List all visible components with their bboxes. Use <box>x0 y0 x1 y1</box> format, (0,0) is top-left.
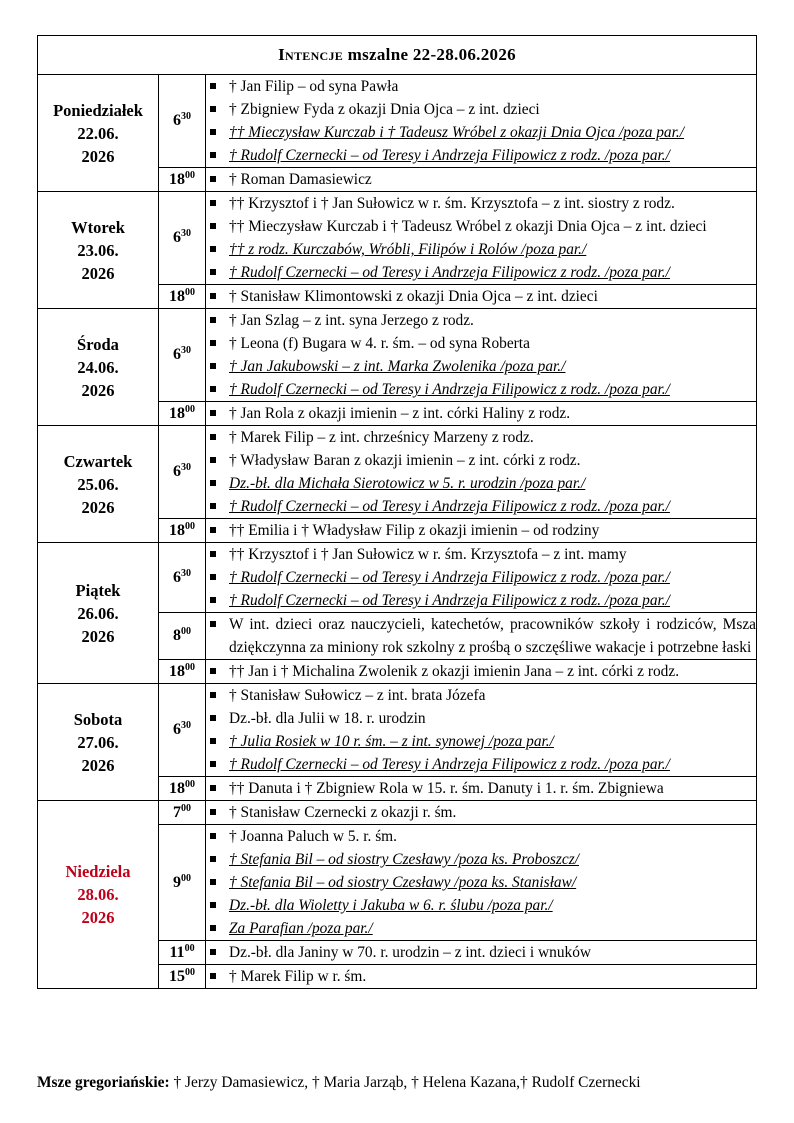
intention-item: †† Krzysztof i † Jan Sułowicz w r. śm. Krzysztofa – z int. siostry z rodz. <box>206 192 756 215</box>
intention-item: † Jan Filip – od syna Pawła <box>206 75 756 98</box>
intentions-cell <box>206 660 757 684</box>
mass-minutes: 00 <box>185 778 195 790</box>
gregorian-list: † Jerzy Damasiewicz, † Maria Jarząb, † Helena Kazana,† Rudolf Czernecki <box>169 1074 641 1091</box>
intention-item: W int. dzieci oraz nauczycieli, katechetów, pracowników szkoły i rodziców, Msza dziękczynna za miniony rok szkolny z prośbą o szczęśliwe wakacje i potrzebne łaski <box>206 613 756 659</box>
gregorian-label: Msze gregoriańskie: <box>37 1074 170 1091</box>
intentions-list <box>206 192 756 284</box>
day-name: Czwartek <box>63 451 133 471</box>
intention-item: † Jan Jakubowski – z int. Marka Zwolenika /poza par./ <box>206 355 756 378</box>
intentions-cell <box>206 192 757 285</box>
intention-item: †† z rodz. Kurczabów, Wróbli, Filipów i Rolów /poza par./ <box>206 238 756 261</box>
mass-minutes: 00 <box>185 286 195 298</box>
mass-time <box>159 519 206 543</box>
intention-item: Dz.-bł. dla Michała Sierotowicz w 5. r. urodzin /poza par./ <box>206 472 756 495</box>
intentions-list <box>206 825 756 940</box>
intentions-cell <box>206 965 757 989</box>
day-year: 2026 <box>81 626 115 646</box>
mass-time <box>159 285 206 309</box>
day-date: 22.06. <box>77 123 119 143</box>
mass-minutes: 00 <box>185 520 195 532</box>
day-year: 2026 <box>81 497 115 517</box>
intention-item: † Stefania Bil – od siostry Czesławy /poza ks. Proboszcz/ <box>206 848 756 871</box>
intention-item: †† Krzysztof i † Jan Sułowicz w r. śm. Krzysztofa – z int. mamy <box>206 543 756 566</box>
mass-minutes: 30 <box>181 567 191 579</box>
day-year: 2026 <box>81 908 115 927</box>
day-year: 2026 <box>81 263 115 283</box>
mass-hour: 18 <box>169 287 185 305</box>
intentions-cell <box>206 801 757 825</box>
day-cell <box>38 543 159 684</box>
intention-item: † Rudolf Czernecki – od Teresy i Andrzeja Filipowicz z rodz. /poza par./ <box>206 261 756 284</box>
mass-hour: 11 <box>169 943 185 961</box>
day-date: 27.06. <box>77 732 119 752</box>
mass-hour: 6 <box>173 721 181 738</box>
page-title <box>38 36 757 75</box>
intentions-list <box>206 309 756 401</box>
mass-minutes: 30 <box>181 228 191 239</box>
intentions-list <box>206 285 756 308</box>
intentions-cell <box>206 285 757 309</box>
mass-time <box>159 825 206 941</box>
mass-minutes: 00 <box>184 942 195 954</box>
mass-time <box>159 777 206 801</box>
day-name: Niedziela <box>65 862 131 881</box>
mass-time <box>159 941 206 965</box>
intention-item: † Roman Damasiewicz <box>206 168 756 191</box>
intention-item: † Rudolf Czernecki – od Teresy i Andrzeja Filipowicz z rodz. /poza par./ <box>206 753 756 776</box>
intention-item: Za Parafian /poza par./ <box>206 917 756 940</box>
mass-hour: 6 <box>173 463 181 480</box>
day-date: 24.06. <box>77 357 119 377</box>
day-name: Wtorek <box>71 217 125 237</box>
intentions-list <box>206 660 756 683</box>
mass-row <box>38 426 757 519</box>
mass-row <box>38 801 757 825</box>
intention-item: † Marek Filip w r. śm. <box>206 965 756 988</box>
intention-item: † Stanisław Klimontowski z okazji Dnia Ojca – z int. dzieci <box>206 285 756 308</box>
intention-item: †† Mieczysław Kurczab i † Tadeusz Wróbel z okazji Dnia Ojca – z int. dzieci <box>206 215 756 238</box>
intention-item: Dz.-bł. dla Janiny w 70. r. urodzin – z int. dzieci i wnuków <box>206 941 756 964</box>
mass-time <box>159 168 206 192</box>
mass-minutes: 30 <box>181 111 191 122</box>
mass-time <box>159 613 206 660</box>
day-year: 2026 <box>81 146 115 166</box>
intentions-list <box>206 426 756 518</box>
intention-item: † Zbigniew Fyda z okazji Dnia Ojca – z int. dzieci <box>206 98 756 121</box>
mass-hour: 6 <box>173 568 181 586</box>
intention-item: †† Danuta i † Zbigniew Rola w 15. r. śm. Danuty i 1. r. śm. Zbigniewa <box>206 777 756 800</box>
day-cell <box>38 192 159 309</box>
mass-hour: 18 <box>169 170 185 188</box>
intentions-cell <box>206 543 757 613</box>
day-year: 2026 <box>81 380 115 400</box>
mass-row <box>38 75 757 168</box>
intention-item: † Leona (f) Bugara w 4. r. śm. – od syna Roberta <box>206 332 756 355</box>
intentions-list <box>206 519 756 542</box>
intention-item: † Joanna Paluch w 5. r. śm. <box>206 825 756 848</box>
mass-row <box>38 684 757 777</box>
intentions-cell <box>206 519 757 543</box>
intention-item: † Stefania Bil – od siostry Czesławy /poza ks. Stanisław/ <box>206 871 756 894</box>
gregorian-masses <box>37 1074 777 1092</box>
intentions-cell <box>206 402 757 426</box>
intention-item: † Rudolf Czernecki – od Teresy i Andrzeja Filipowicz z rodz. /poza par./ <box>206 495 756 518</box>
day-cell <box>38 75 159 192</box>
mass-hour: 18 <box>169 779 185 797</box>
mass-minutes: 00 <box>181 802 191 814</box>
mass-minutes: 00 <box>185 169 195 181</box>
mass-hour: 15 <box>169 967 185 985</box>
mass-time <box>159 192 206 285</box>
intentions-cell <box>206 941 757 965</box>
day-cell <box>38 309 159 426</box>
intentions-cell <box>206 75 757 168</box>
intentions-list <box>206 168 756 191</box>
mass-time <box>159 684 206 777</box>
day-name: Środa <box>77 334 119 354</box>
mass-hour: 18 <box>169 521 185 539</box>
intentions-list <box>206 613 756 659</box>
day-cell <box>38 426 159 543</box>
day-name: Poniedziałek <box>53 100 143 120</box>
mass-hour: 18 <box>169 404 185 422</box>
mass-minutes: 30 <box>181 462 191 473</box>
mass-minutes: 00 <box>185 966 195 978</box>
intention-item: Dz.-bł. dla Wioletty i Jakuba w 6. r. ślubu /poza par./ <box>206 894 756 917</box>
intention-item: †† Jan i † Michalina Zwolenik z okazji imienin Jana – z int. córki z rodz. <box>206 660 756 683</box>
mass-minutes: 00 <box>185 661 195 673</box>
intention-item: † Rudolf Czernecki – od Teresy i Andrzeja Filipowicz z rodz. /poza par./ <box>206 378 756 401</box>
mass-time <box>159 309 206 402</box>
mass-hour: 6 <box>173 112 181 129</box>
day-name: Piątek <box>75 580 121 600</box>
intention-item: Dz.-bł. dla Julii w 18. r. urodzin <box>206 707 756 730</box>
intention-item: † Rudolf Czernecki – od Teresy i Andrzeja Filipowicz z rodz. /poza par./ <box>206 589 756 612</box>
mass-time <box>159 660 206 684</box>
intention-item: † Rudolf Czernecki – od Teresy i Andrzeja Filipowicz z rodz. /poza par./ <box>206 566 756 589</box>
intention-item: † Stanisław Czernecki z okazji r. śm. <box>206 801 756 824</box>
intentions-list <box>206 801 756 824</box>
intentions-list <box>206 543 756 612</box>
intentions-cell <box>206 426 757 519</box>
mass-minutes: 00 <box>181 626 191 637</box>
intentions-list <box>206 777 756 800</box>
intentions-cell <box>206 777 757 801</box>
mass-minutes: 30 <box>181 720 191 731</box>
mass-minutes: 30 <box>181 345 191 356</box>
intentions-cell <box>206 684 757 777</box>
intentions-list <box>206 402 756 425</box>
day-year: 2026 <box>81 755 115 775</box>
intention-item: †† Emilia i † Władysław Filip z okazji imienin – od rodziny <box>206 519 756 542</box>
mass-time <box>159 965 206 989</box>
mass-row <box>38 309 757 402</box>
mass-time <box>159 801 206 825</box>
day-cell <box>38 684 159 801</box>
intentions-list <box>206 965 756 988</box>
mass-hour: 9 <box>173 873 181 891</box>
mass-hour: 6 <box>173 229 181 246</box>
intention-item: †† Mieczysław Kurczab i † Tadeusz Wróbel z okazji Dnia Ojca /poza par./ <box>206 121 756 144</box>
mass-time <box>159 75 206 168</box>
mass-time <box>159 402 206 426</box>
intentions-cell <box>206 168 757 192</box>
intentions-cell <box>206 309 757 402</box>
intention-item: † Marek Filip – z int. chrześnicy Marzeny z rodz. <box>206 426 756 449</box>
intentions-list <box>206 75 756 167</box>
day-cell <box>38 801 159 989</box>
mass-time <box>159 426 206 519</box>
intention-item: † Władysław Baran z okazji imienin – z int. córki z rodz. <box>206 449 756 472</box>
intention-item: † Jan Szlag – z int. syna Jerzego z rodz. <box>206 309 756 332</box>
mass-hour: 6 <box>173 346 181 363</box>
day-date: 23.06. <box>77 240 119 260</box>
mass-time <box>159 543 206 613</box>
mass-hour: 7 <box>173 803 181 821</box>
mass-hour: 18 <box>169 662 185 680</box>
mass-minutes: 00 <box>185 403 195 415</box>
intentions-cell <box>206 613 757 660</box>
title-row <box>38 36 757 75</box>
day-date: 28.06. <box>77 885 119 904</box>
day-date: 26.06. <box>77 603 119 623</box>
intention-item: † Rudolf Czernecki – od Teresy i Andrzeja Filipowicz z rodz. /poza par./ <box>206 144 756 167</box>
mass-minutes: 00 <box>181 872 191 884</box>
intention-item: † Julia Rosiek w 10 r. śm. – z int. synowej /poza par./ <box>206 730 756 753</box>
day-date: 25.06. <box>77 474 119 494</box>
mass-row <box>38 192 757 285</box>
mass-hour: 8 <box>173 627 181 644</box>
intention-item: † Jan Rola z okazji imienin – z int. córki Haliny z rodz. <box>206 402 756 425</box>
intentions-list <box>206 941 756 964</box>
title-rest: mszalne 22-28.06.2026 <box>343 45 516 64</box>
mass-row <box>38 543 757 613</box>
intentions-list <box>206 684 756 776</box>
intention-item: † Stanisław Sułowicz – z int. brata Józefa <box>206 684 756 707</box>
title-prefix: Intencje <box>278 45 344 64</box>
intentions-table <box>37 35 757 989</box>
intentions-cell <box>206 825 757 941</box>
day-name: Sobota <box>73 709 123 729</box>
